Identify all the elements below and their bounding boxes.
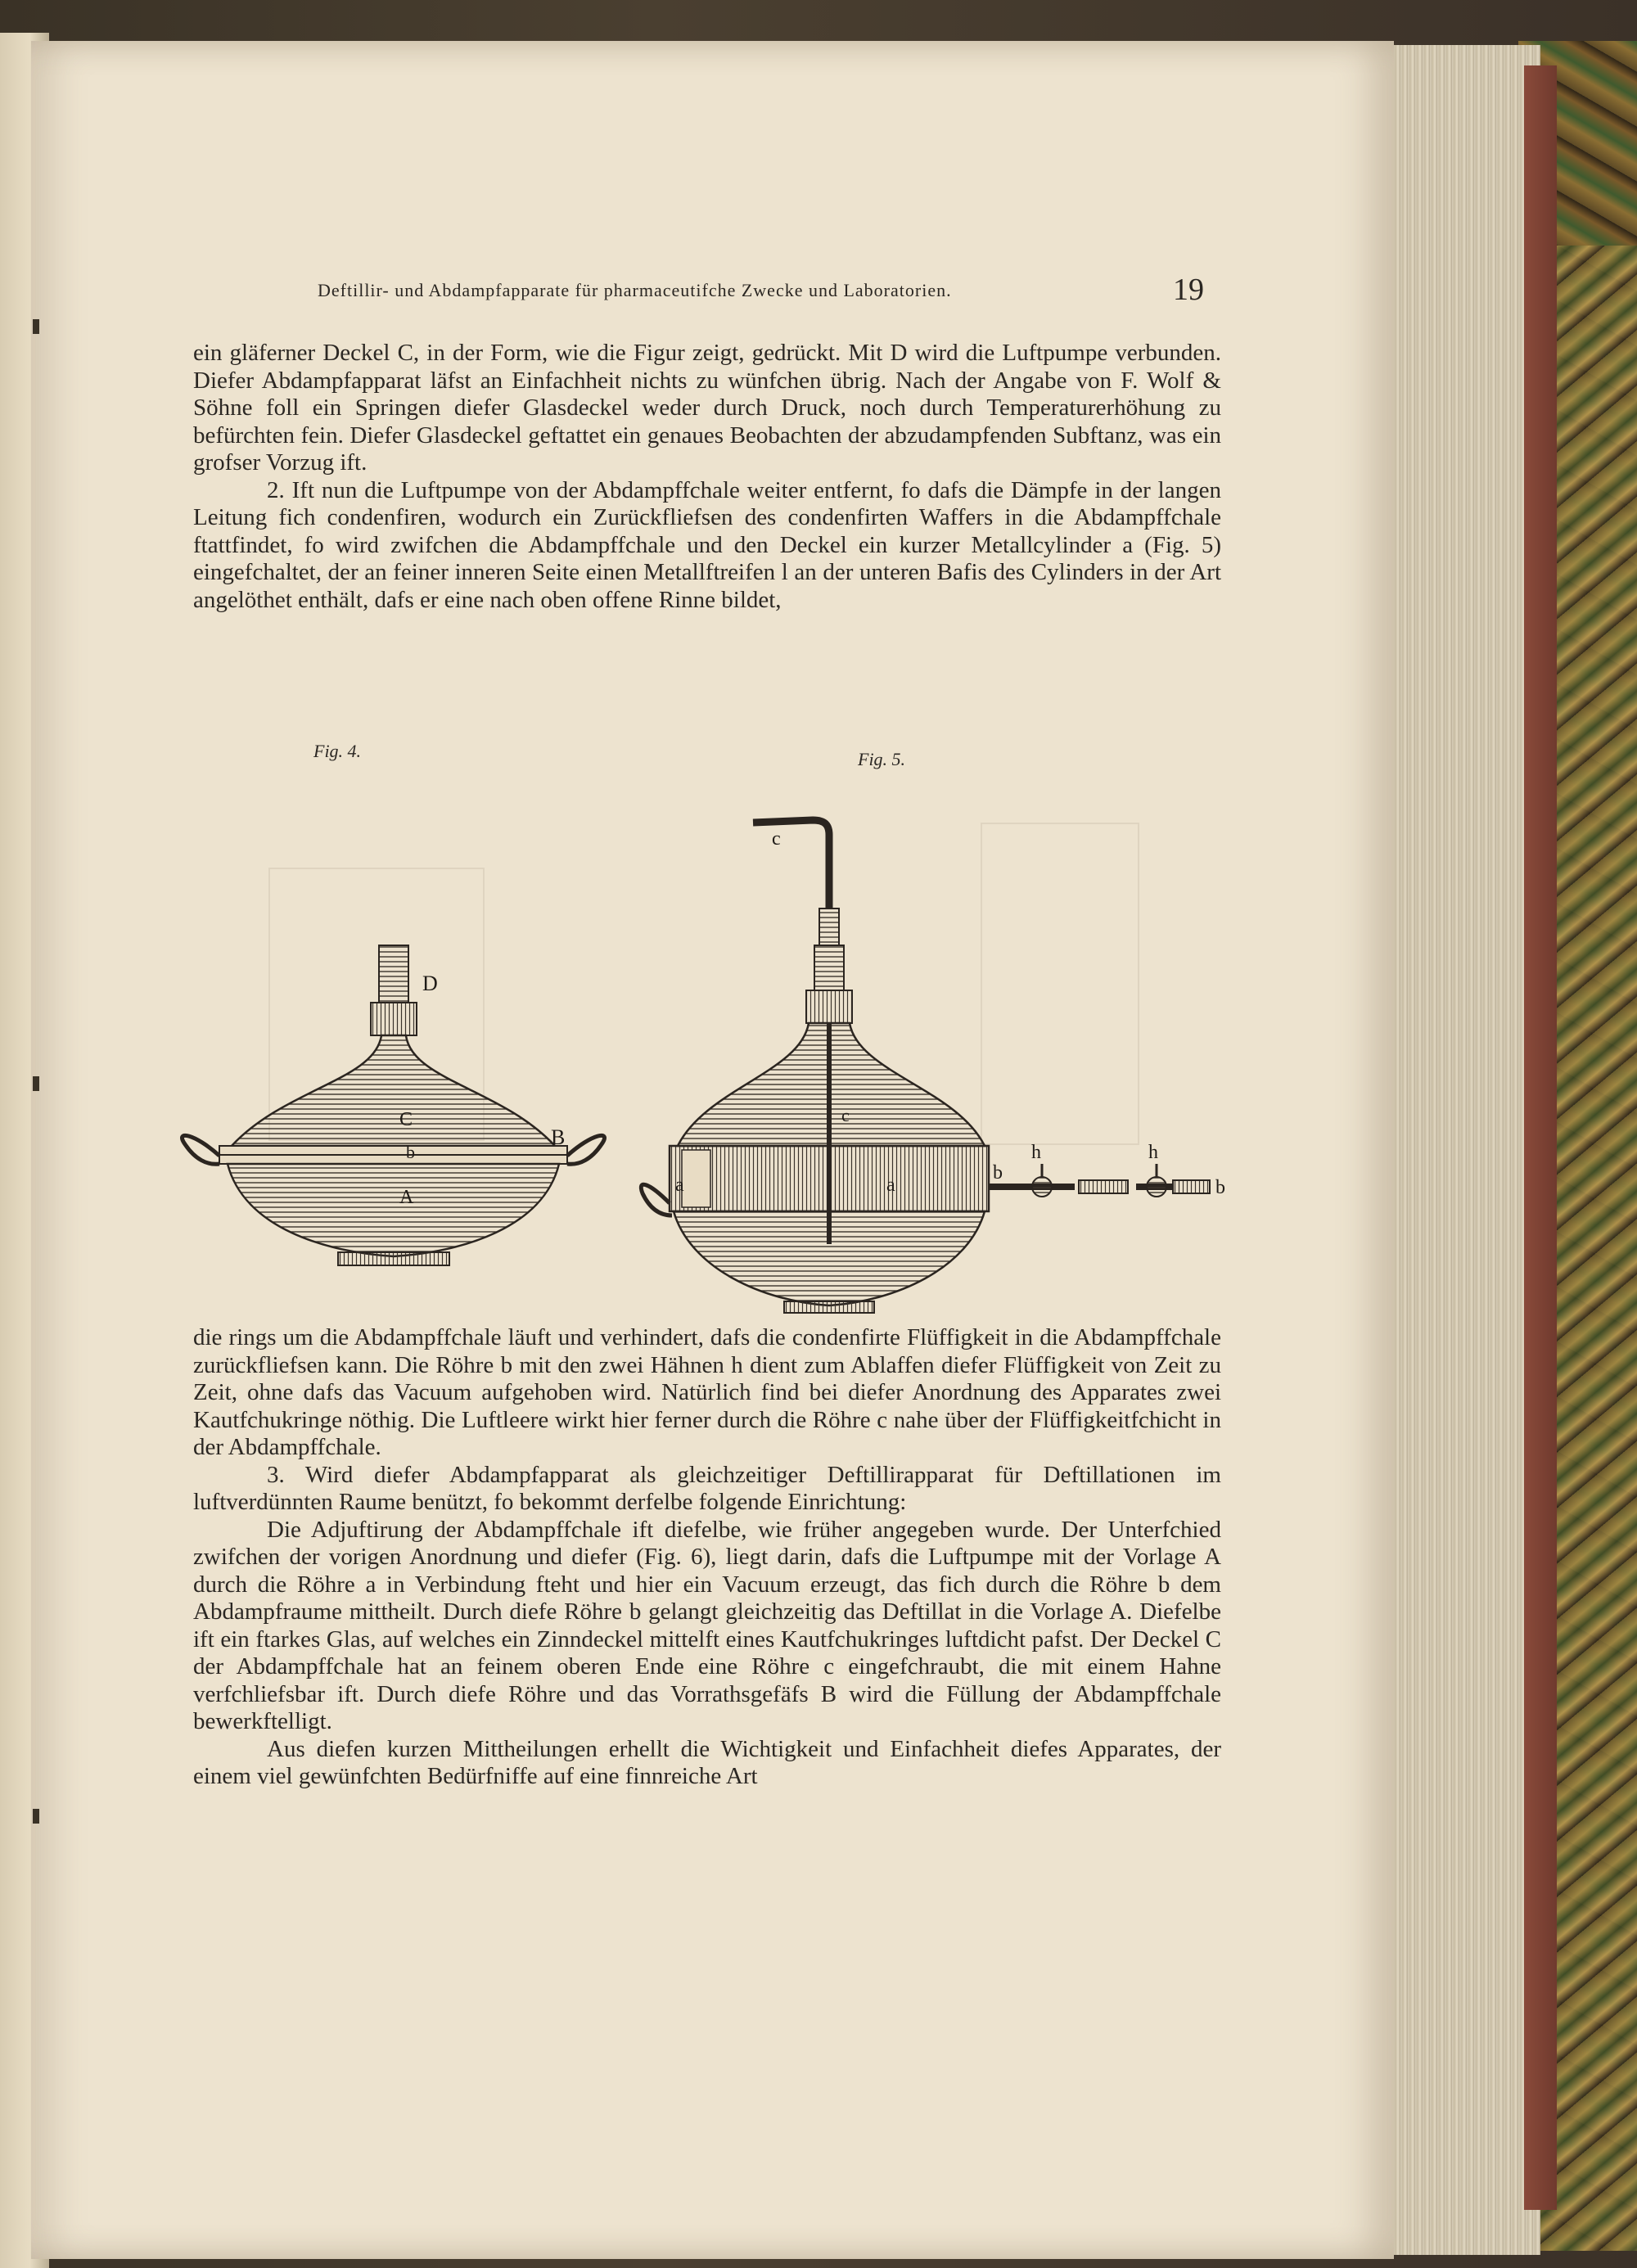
text-bottom <box>193 1324 1221 1791</box>
fig4-label-d: D <box>422 972 438 995</box>
margin-mark <box>33 1809 39 1824</box>
fig4-label-c: C <box>399 1109 413 1130</box>
fig4-label-a: A <box>399 1187 414 1208</box>
figure-4-illustration <box>162 925 620 1350</box>
page-number: 19 <box>1173 273 1204 307</box>
figure-5-illustration <box>633 778 1279 1342</box>
evaporator-dish-fig4 <box>182 945 604 1265</box>
fig5-label-c-top: c <box>772 828 781 850</box>
red-spine-edge <box>1524 65 1557 2210</box>
margin-mark <box>33 1076 39 1091</box>
evaporator-dish-fig5 <box>641 820 1210 1313</box>
fig5-label-c-mid: c <box>841 1105 850 1125</box>
fig4-label-b-center: b <box>406 1142 415 1162</box>
fig5-label-a-center: a <box>886 1175 895 1196</box>
book-page <box>31 41 1394 2259</box>
fig5-label-a-left: a <box>675 1175 684 1196</box>
text-top <box>193 340 1221 614</box>
running-header: Deftillir- und Abdampfapparate für pharmaceutifche Zwecke und Laboratorien. <box>318 280 952 300</box>
fig4-label-b-handle: B <box>551 1125 566 1149</box>
fig5-label-h-2: h <box>1148 1142 1158 1163</box>
paragraph: 2. Ift nun die Luftpumpe von der Abdampffchale weiter entfernt, fo dafs die Dämpfe in der langen Leitung fich condenfiren, wodurch ein Zurückfliefsen des condenfirten Waffers in die Abdampffchale ftattfindet, fo wird zwifchen die Abdampffchale und den Deckel ein kurzer Metallcylinder a (Fig. 5) eingefchaltet, der an feiner inneren Seite einen Metallftreifen l an der unteren Bafis des Cylinders in der Art angelöthet enthält, dafs er eine nach oben offene Rinne bildet, <box>193 476 1221 613</box>
paragraph: Die Adjuftirung der Abdampffchale ift diefelbe, wie früher angegeben wurde. Der Unterfchied zwifchen der vorigen Anordnung und diefer (Fig. 6), liegt darin, dafs die Luftpumpe mit der Vorlage A durch die Röhre a in Verbindung fteht und hier ein Vacuum erzeugt, das fich durch die Röhre b dem Abdampfraume mittheilt. Durch diefe Röhre b gelangt gleichzeitig das Deftillat in die Vorlage A. Diefelbe ift ein ftarkes Glas, auf welches ein Zinndeckel mittelft eines Kautfchukringes luftdicht pafst. Der Deckel C der Abdampffchale hat an feinem oberen Ende eine Röhre c eingefchraubt, die mit einem Hahne verfchliefsbar ift. Durch diefe Röhre und das Vorrathsgefäfs B wird die Füllung der Abdampffchale bewerkftelligt. <box>193 1516 1221 1734</box>
paragraph: ein gläferner Deckel C, in der Form, wie die Figur zeigt, gedrückt. Mit D wird die Luftpumpe verbunden. Diefer Abdampfapparat läfst an Einfachheit nichts zu wünfchen übrig. Nach der Angabe von F. Wolf & Söhne foll ein Springen diefer Glasdeckel weder durch Druck, noch durch Temperaturerhöhung zu befürchten fein. Diefer Glasdeckel geftattet ein genaues Beobachten der abzudampfenden Subftanz, was ein grofser Vorzug ift. <box>193 340 1221 476</box>
paragraph: 3. Wird diefer Abdampfapparat als gleichzeitiger Deftillirapparat für Deftillationen im luftverdünnten Raume benützt, fo bekommt derfelbe folgende Einrichtung: <box>193 1461 1221 1515</box>
paragraph: Aus diefen kurzen Mittheilungen erhellt die Wichtigkeit und Einfachheit diefes Apparates, der einem viel gewünfchten Bedürfniffe auf eine finnreiche Art <box>193 1735 1221 1789</box>
margin-mark <box>33 319 39 334</box>
page-edges <box>1391 45 1540 2255</box>
paragraph: die rings um die Abdampffchale läuft und verhindert, dafs die condenfirte Flüffigkeit in die Abdampffchale zurückfliefsen kann. Die Röhre b mit den zwei Hähnen h dient zum Ablaffen diefer Flüffigkeit von Zeit zu Zeit, ohne dafs das Vacuum aufgehoben wird. Natürlich find bei diefer Anordnung des Apparates zwei Kautfchukringe nöthig. Die Luftleere wirkt hier ferner durch die Röhre c nahe über der Flüffigkeitfchicht in der Abdampffchale. <box>193 1324 1221 1460</box>
fig5-label-b-end: b <box>1215 1177 1225 1198</box>
fig5-label-h-1: h <box>1031 1142 1041 1163</box>
figure-caption-fig5: Fig. 5. <box>858 749 906 769</box>
fig5-label-b-tube: b <box>993 1162 1003 1184</box>
figure-caption-fig4: Fig. 4. <box>313 741 362 761</box>
